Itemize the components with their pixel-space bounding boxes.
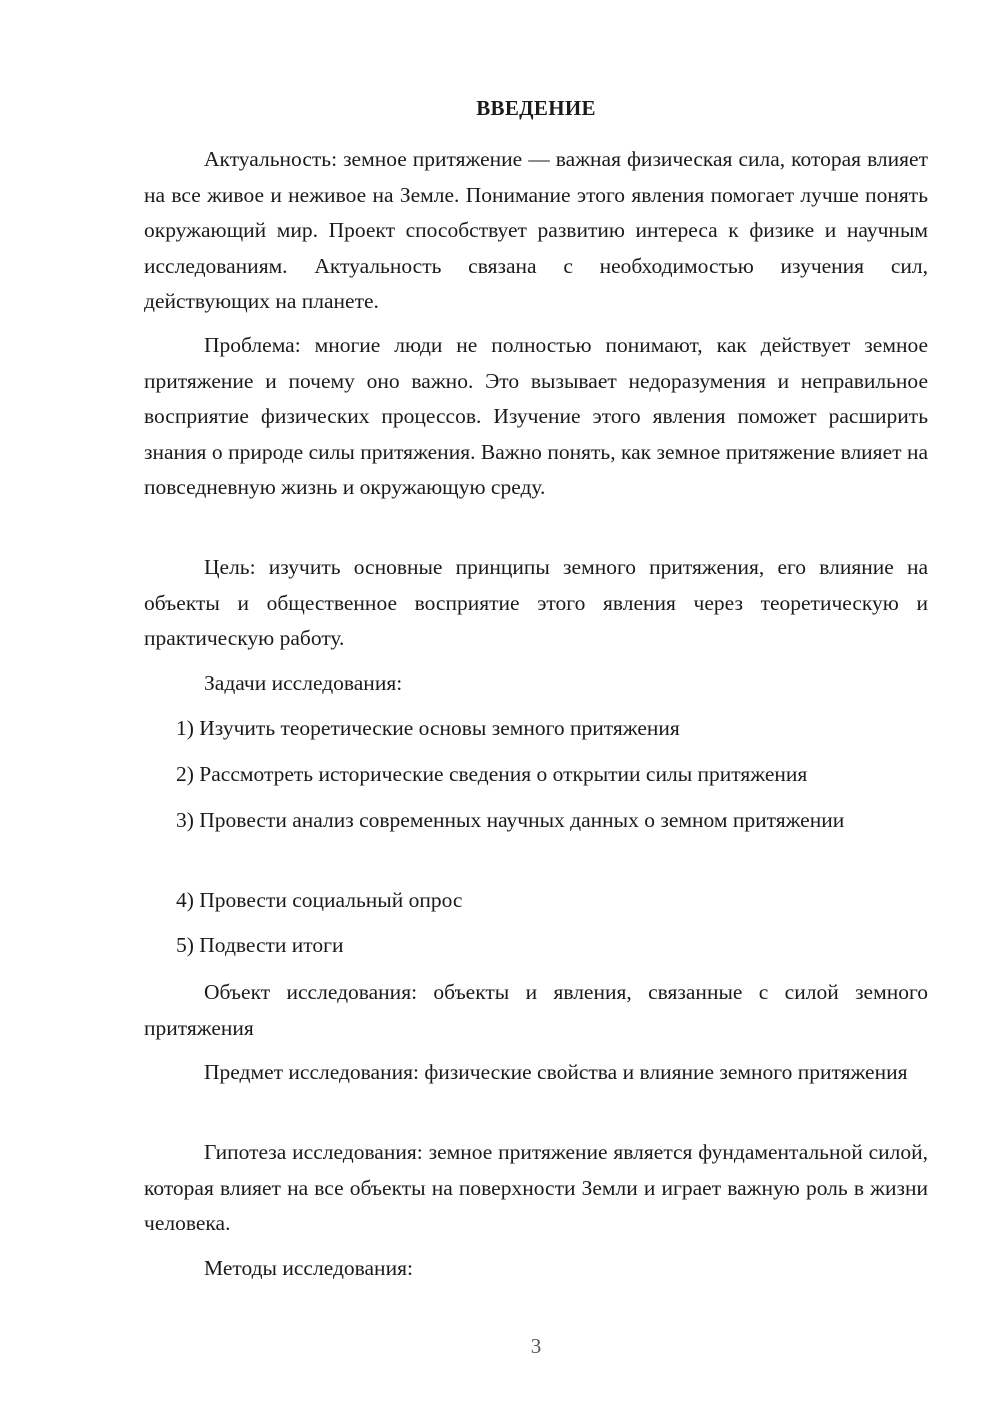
list-item: 1) Изучить теоретические основы земного притяжения [176,716,680,740]
goal-paragraph: Цель: изучить основные принципы земного притяжения, его влияние на объекты и общественное восприятие этого явления через теоретическую и практическую работу. [144,555,928,650]
subject-paragraph: Предмет исследования: физические свойства и влияние земного притяжения [204,1060,908,1084]
object-paragraph: Объект исследования: объекты и явления, связанные с силой земного притяжения [144,980,928,1040]
hypothesis-paragraph: Гипотеза исследования: земное притяжение является фундаментальной силой, которая влияет на все объекты на поверхности Земли и играет важную роль в жизни человека. [144,1140,928,1235]
list-item: 2) Рассмотреть исторические сведения о открытии силы притяжения [176,762,808,786]
section-title: ВВЕДЕНИЕ [476,96,596,120]
relevance-paragraph: Актуальность: земное притяжение — важная физическая сила, которая влияет на все живое и неживое на Земле. Понимание этого явления помогает лучше понять окружающий мир. Проект способствует развитию интереса к физике и научным исследованиям. Актуальность связана с необходимостью изучения сил, действующих на планете. [144,147,928,313]
page-number: 3 [530,1334,542,1358]
problem-paragraph: Проблема: многие люди не полностью понимают, как действует земное притяжение и почему оно важно. Это вызывает недоразумения и неправильное восприятие физических процессов. Изучение этого явления поможет расширить знания о природе силы притяжения. Важно понять, как земное притяжение влияет на повседневную жизнь и окружающую среду. [144,333,928,499]
methods-heading: Методы исследования: [204,1256,413,1280]
list-item: 5) Подвести итоги [176,933,344,957]
tasks-heading: Задачи исследования: [204,671,403,695]
list-item: 3) Провести анализ современных научных данных о земном притяжении [176,808,845,832]
list-item: 4) Провести социальный опрос [176,888,463,912]
